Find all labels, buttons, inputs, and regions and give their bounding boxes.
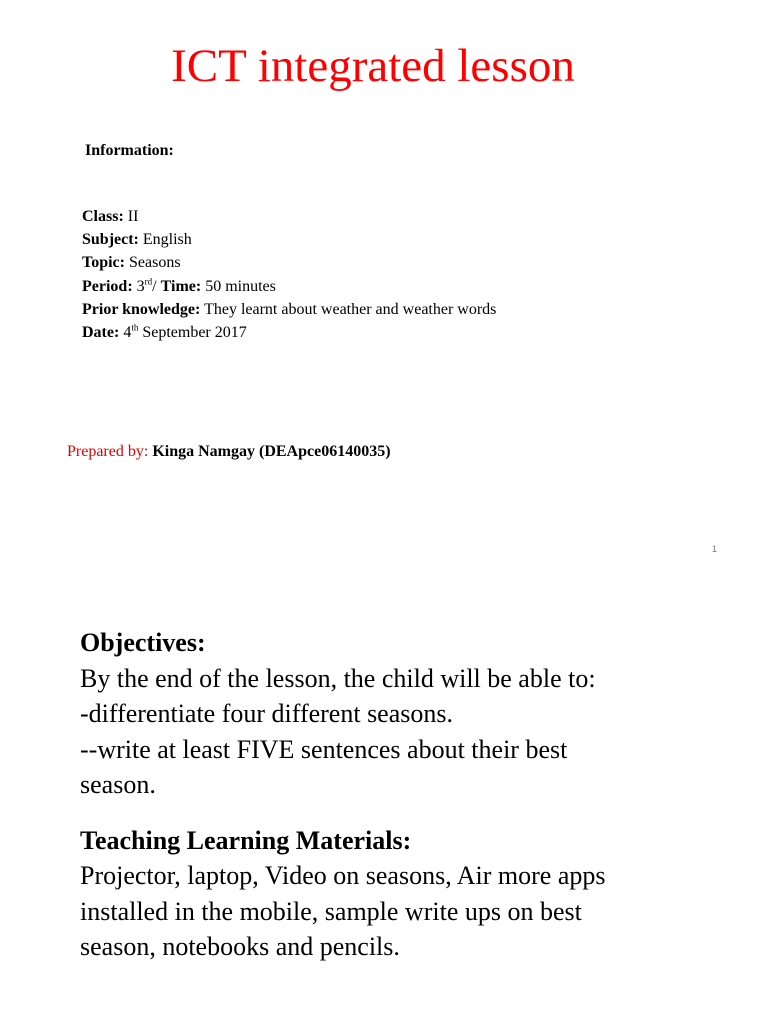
objectives-line: By the end of the lesson, the child will be able to: — [80, 663, 596, 693]
slide-2 — [80, 625, 750, 965]
period-value: 3 — [136, 277, 145, 295]
period-separator: / — [152, 277, 161, 295]
materials-line: season, notebooks and pencils. — [80, 932, 400, 961]
page-number: 1 — [712, 544, 718, 554]
prepared-by-label: Prepared by: — [67, 443, 149, 460]
topic-value: Seasons — [128, 254, 181, 272]
period-superscript: rd — [144, 276, 153, 287]
objectives-line: -differentiate four different seasons. — [80, 699, 454, 728]
prepared-by-line — [67, 442, 391, 462]
objectives-heading: Objectives: — [80, 628, 206, 657]
materials-line: installed in the mobile, sample write ups on best — [80, 896, 582, 926]
class-value: II — [127, 208, 139, 225]
time-label: Time: — [160, 277, 202, 295]
date-superscript: th — [131, 322, 139, 333]
section-spacer — [80, 803, 750, 823]
date-label: Date: — [82, 323, 120, 341]
class-label: Class: — [82, 208, 124, 225]
time-value: 50 minutes — [205, 277, 276, 295]
date-rest: September 2017 — [142, 323, 247, 341]
subject-label: Subject: — [82, 231, 139, 249]
lesson-title: ICT integrated lesson — [171, 40, 575, 92]
objectives-line: season. — [80, 770, 156, 799]
info-period-row — [82, 275, 496, 298]
period-label: Period: — [82, 277, 133, 295]
prepared-by-name: Kinga Namgay (DEApce06140035) — [152, 443, 391, 460]
info-class-row — [82, 205, 496, 228]
prior-knowledge-label: Prior knowledge: — [82, 300, 201, 318]
objectives-line: --write at least FIVE sentences about their best — [80, 734, 568, 764]
information-list — [82, 205, 496, 344]
materials-line: Projector, laptop, Video on seasons, Air more apps — [80, 861, 606, 890]
info-prior-knowledge-row — [82, 298, 496, 321]
information-heading: Information: — [85, 142, 174, 159]
subject-value: English — [142, 231, 192, 249]
topic-label: Topic: — [82, 254, 125, 272]
info-topic-row — [82, 251, 496, 274]
info-subject-row — [82, 228, 496, 251]
date-day: 4 — [123, 323, 132, 341]
info-date-row — [82, 321, 496, 344]
prior-knowledge-value: They learnt about weather and weather words — [204, 300, 497, 318]
materials-heading: Teaching Learning Materials: — [80, 825, 412, 855]
